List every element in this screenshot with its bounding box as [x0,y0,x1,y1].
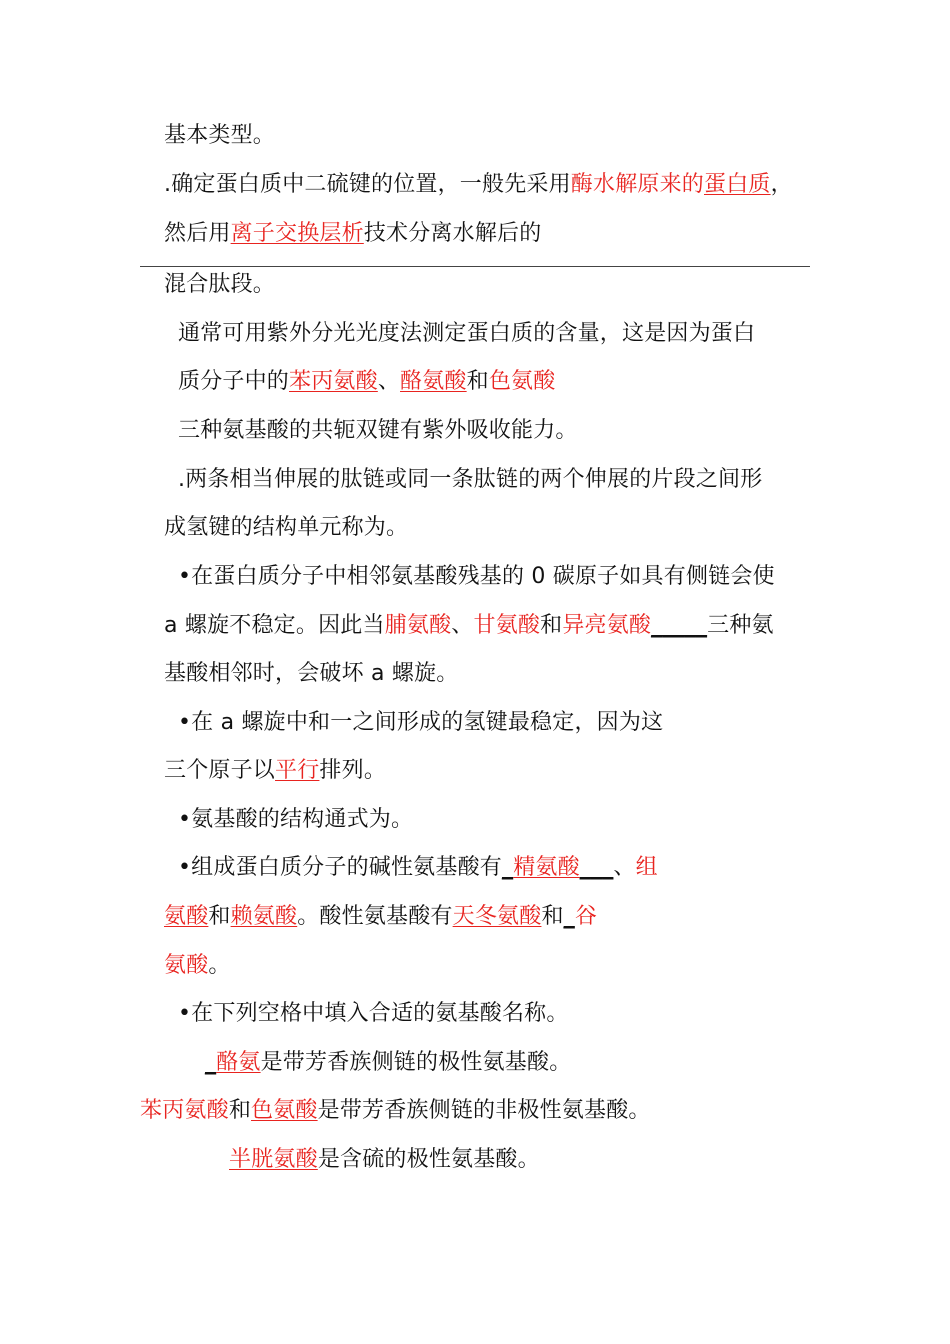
text-line-21 [140,1096,651,1126]
blank-fill: _ [501,855,514,880]
plain-text: ， [770,172,793,197]
answer-text: 蛋白质 [704,172,771,197]
text-line-12 [164,659,458,689]
plain-text: •在 a 螺旋中和一之间形成的氢键最稳定，因为这 [178,710,664,735]
plain-text: 和 [228,1098,252,1123]
answer-text: 精氨酸 [513,855,580,880]
answer-text: 酶水解原来的 [570,172,704,197]
plain-text: 和 [541,904,564,929]
text-line-17 [164,902,597,932]
text-line-18 [164,951,231,981]
answer-text: 赖氨酸 [230,904,298,929]
text-line-2 [164,170,793,200]
text-line-22 [229,1145,540,1175]
text-line-11 [164,611,774,641]
plain-text: •组成蛋白质分子的碱性氨基酸有 [178,855,502,880]
plain-text: 基本类型。 [164,123,276,148]
plain-text: 。酸性氨基酸有 [297,904,453,929]
blank-fill: _ [563,904,575,929]
plain-text: 混合肽段。 [164,272,276,297]
plain-text: 是带芳香族侧链的非极性氨基酸。 [317,1098,651,1123]
plain-text: 三个原子以 [164,758,276,783]
plain-text: .确定蛋白质中二硫键的位置，一般先采用 [164,172,571,197]
text-line-1 [164,121,275,151]
text-line-16 [178,853,658,883]
answer-text: 苯丙氨酸 [140,1098,229,1123]
plain-text: 通常可用紫外分光光度法测定蛋白质的含量，这是因为蛋白 [178,321,756,346]
blank-fill: _ [205,1050,217,1075]
answer-text: 半胱氨酸 [229,1147,318,1172]
plain-text: 排列。 [319,758,387,783]
blank-fill: ___ [579,855,614,880]
answer-text: 甘氨酸 [473,613,541,638]
text-line-5 [178,319,755,349]
text-line-10 [178,562,775,592]
answer-text: 氨酸 [164,904,209,929]
plain-text: 、 [377,369,401,394]
plain-text: 和 [208,904,231,929]
answer-text: 苯丙氨酸 [289,369,378,394]
text-line-8 [178,465,762,495]
plain-text: •在下列空格中填入合适的氨基酸名称。 [178,1001,569,1026]
answer-text: 氨酸 [164,953,209,978]
plain-text: 是含硫的极性氨基酸。 [317,1147,540,1172]
plain-text: 三种氨 [707,613,774,638]
plain-text: 然后用 [164,221,231,246]
plain-text: 三种氨基酸的共轭双键有紫外吸收能力。 [178,418,578,443]
text-line-19 [178,999,569,1029]
horizontal-rule [140,266,810,267]
plain-text: 、 [451,613,474,638]
plain-text: •在蛋白质分子中相邻氨基酸残基的 0 碳原子如具有侧链会使 [178,564,775,589]
plain-text: 质分子中的 [178,369,290,394]
answer-text: 色氨酸 [488,369,556,394]
answer-text: 酪氨酸 [400,369,467,394]
answer-text: 酪氨 [216,1050,261,1075]
text-line-14 [164,756,386,786]
text-line-6 [178,367,555,397]
plain-text: •氨基酸的结构通式为。 [178,807,414,832]
plain-text: a 螺旋不稳定。因此当 [164,613,385,638]
answer-text: 谷 [574,904,598,929]
text-line-7 [178,416,578,446]
plain-text: 和 [466,369,489,394]
plain-text: 是带芳香族侧链的极性氨基酸。 [260,1050,572,1075]
answer-text: 天冬氨酸 [452,904,542,929]
plain-text: .两条相当伸展的肽链或同一条肽链的两个伸展的片段之间形 [178,467,763,492]
plain-text: 技术分离水解后的 [363,221,542,246]
blank-fill: _____ [651,613,708,638]
answer-text: 异亮氨酸 [562,613,652,638]
text-line-13 [178,708,663,738]
text-line-3 [164,219,541,249]
plain-text: 、 [613,855,636,880]
answer-text: 组 [635,855,658,880]
plain-text: 。 [208,953,231,978]
text-line-20 [205,1048,571,1078]
plain-text: 和 [540,613,563,638]
text-line-4 [164,270,275,300]
answer-text: 脯氨酸 [384,613,452,638]
answer-text: 离子交换层析 [230,221,364,246]
answer-text: 平行 [275,758,320,783]
answer-text: 色氨酸 [251,1098,318,1123]
plain-text: 基酸相邻时，会破坏 a 螺旋。 [164,661,459,686]
text-line-9 [164,513,408,543]
text-line-15 [178,805,413,835]
plain-text: 成氢键的结构单元称为。 [164,515,409,540]
